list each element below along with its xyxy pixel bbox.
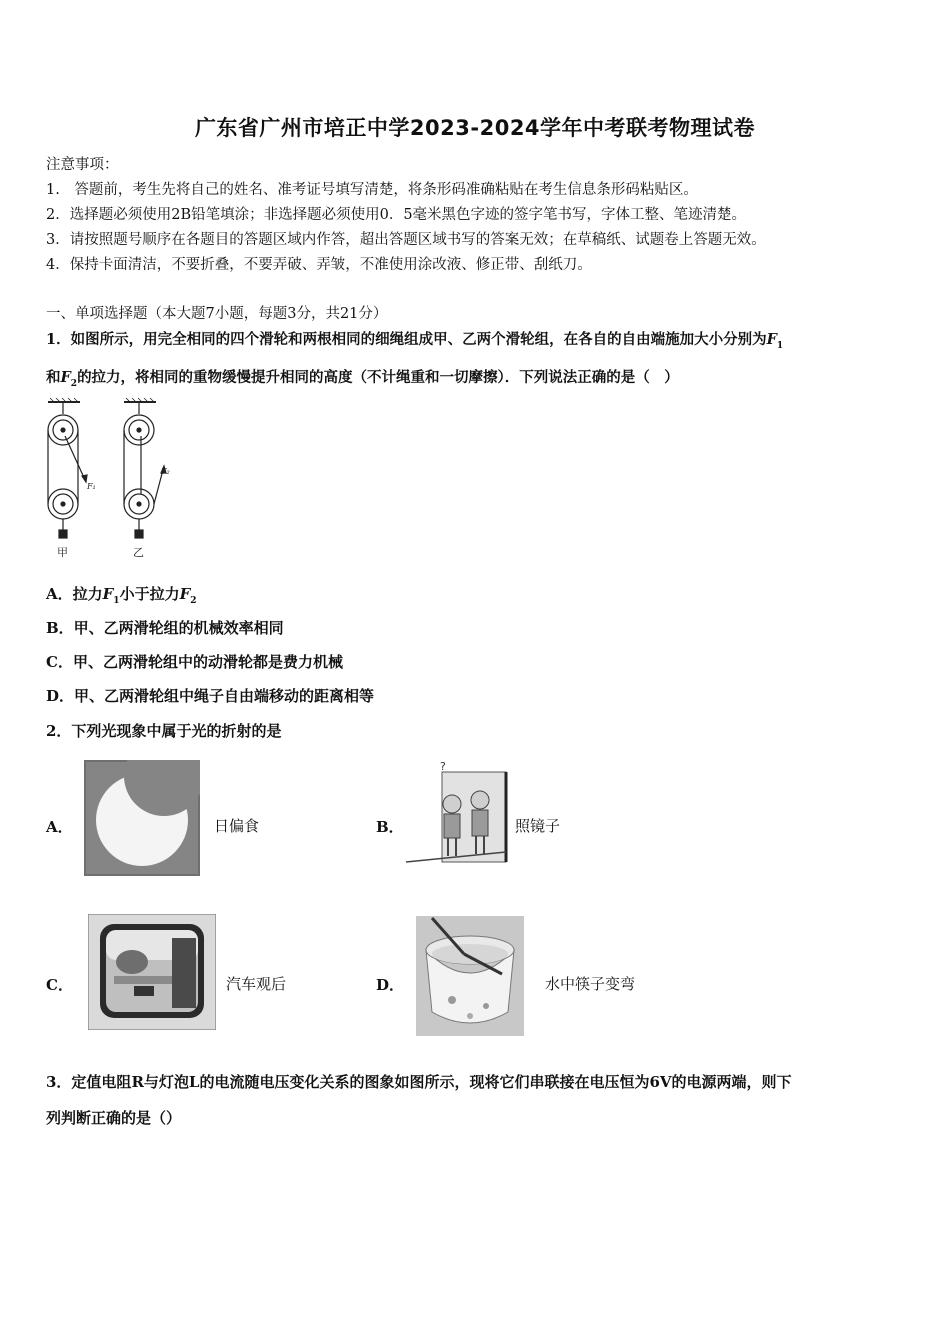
- q2-option-d-caption: 水中筷子变弯: [545, 975, 636, 993]
- force-f2-label: F₂: [161, 467, 170, 476]
- q2-option-a-letter: A．: [46, 818, 73, 836]
- q1-option-d: D．甲、乙两滑轮组中绳子自由端移动的距离相等: [46, 687, 375, 705]
- solar-eclipse-image: [84, 760, 200, 876]
- chopsticks-bowl-image: [416, 916, 524, 1036]
- q2-option-d-letter: D．: [376, 976, 405, 994]
- notice-heading: 注意事项：: [46, 157, 119, 173]
- q1-text: 的拉力，将相同的重物缓慢提升相同的高度（不计绳重和一切摩擦）．下列说法正确的是（ ）: [77, 369, 679, 386]
- q1-text: 1．如图所示，用完全相同的四个滑轮和两根相同的细绳组成甲、乙两个滑轮组，在各自的自由端施加大小分别为: [46, 331, 767, 348]
- pulley-figure: [40, 396, 180, 562]
- notice-item: 2．选择题必须使用2B铅笔填涂；非选择题必须使用0．5毫米黑色字迹的签字笔书写，字体工整、笔迹清楚。: [46, 207, 747, 223]
- q2-option-b-caption: 照镜子: [515, 817, 561, 835]
- q3-stem-line1: 3．定值电阻R与灯泡L的电流随电压变化关系的图象如图所示，现将它们串联接在电压恒为6V的电源两端，则下: [46, 1073, 792, 1091]
- q1-f1-sub: 1: [776, 340, 784, 351]
- q1-stem-line1: [46, 328, 783, 351]
- mirror-image: [404, 758, 510, 866]
- page-title: 广东省广州市培正中学2023-2024学年中考联考物理试卷: [194, 116, 756, 140]
- notice-item: 4．保持卡面清洁，不要折叠，不要弄破、弄皱，不准使用涂改液、修正带、刮纸刀。: [46, 257, 592, 273]
- option-f2-sub: 2: [190, 596, 197, 606]
- option-f1-sub: 1: [113, 596, 120, 606]
- notice-item: 3．请按照题号顺序在各题目的答题区域内作答，超出答题区域书写的答案无效；在草稿纸、试题卷上答题无效。: [46, 232, 766, 248]
- q1-f1: F: [766, 331, 777, 348]
- option-text: A．拉力: [46, 585, 103, 603]
- notice-item: 1. 答题前，考生先将自己的姓名、准考证号填写清楚，将条形码准确粘贴在考生信息条形码粘贴区。: [46, 182, 698, 198]
- q2-option-c-caption: 汽车观后: [226, 975, 287, 993]
- q1-f2-sub: 2: [70, 378, 78, 389]
- label-jia: 甲: [57, 546, 68, 559]
- section-heading: 一、单项选择题（本大题7小题，每题3分，共21分）: [46, 306, 388, 322]
- q2-option-a-caption: 日偏食: [214, 817, 260, 835]
- q1-text: 和: [46, 369, 61, 386]
- option-f1: F: [102, 585, 114, 603]
- q2-option-b-letter: B．: [376, 818, 404, 836]
- question-mark: ?: [440, 760, 446, 773]
- rearview-mirror-image: [88, 914, 216, 1030]
- q1-option-c: C．甲、乙两滑轮组中的动滑轮都是费力机械: [46, 653, 343, 671]
- q2-stem: 2．下列光现象中属于光的折射的是: [46, 722, 282, 740]
- force-f1-label: F₁: [87, 482, 96, 491]
- option-f2: F: [179, 585, 191, 603]
- label-yi: 乙: [133, 546, 144, 559]
- q3-stem-line2: 列判断正确的是（）: [46, 1109, 182, 1127]
- q1-option-a: [46, 583, 197, 606]
- q1-f2: F: [60, 369, 71, 386]
- q1-stem-line2: [46, 366, 679, 389]
- q2-option-c-letter: C．: [46, 976, 73, 994]
- q1-option-b: B．甲、乙两滑轮组的机械效率相同: [46, 619, 284, 637]
- option-text: 小于拉力: [119, 585, 180, 603]
